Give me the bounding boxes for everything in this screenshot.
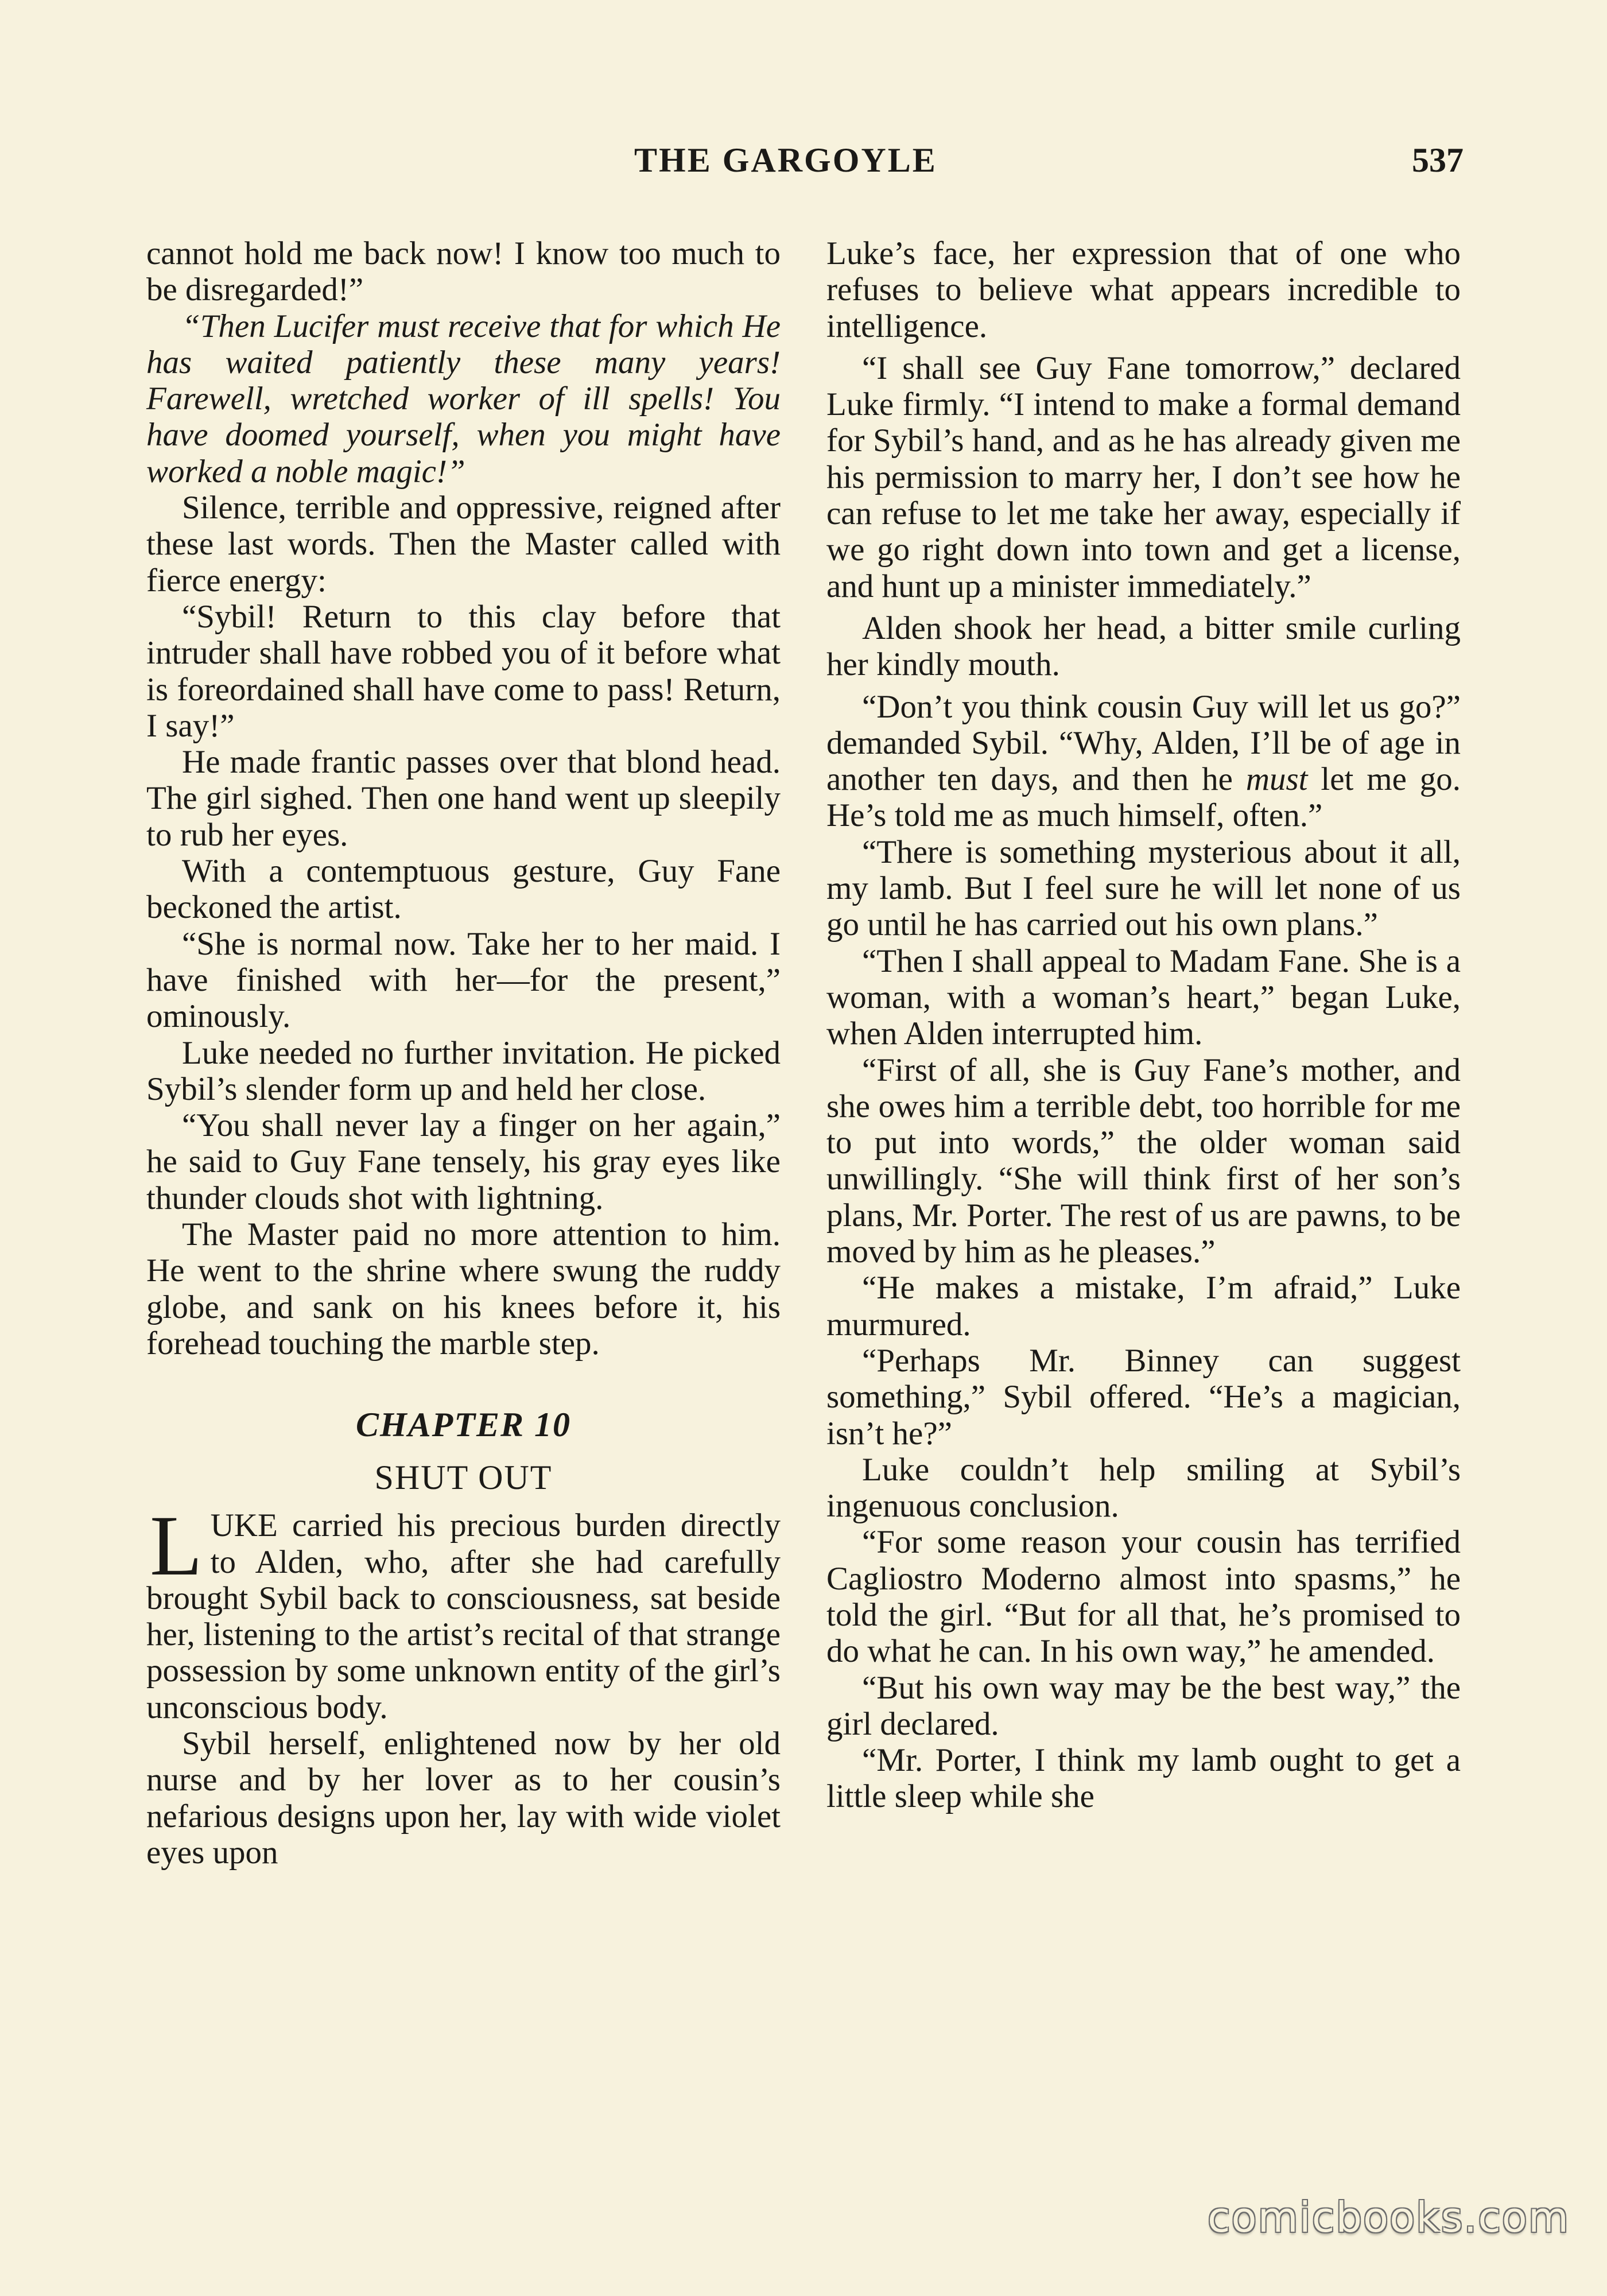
- paragraph: “But his own way may be the best way,” the girl declared.: [826, 1669, 1461, 1742]
- paragraph: Sybil herself, enlightened now by her old nurse and by her lover as to her cousin’s nefarious designs upon her, lay with wide violet eyes upon: [146, 1725, 781, 1871]
- paragraph: “Sybil! Return to this clay before that intruder shall have robbed you of it before what is foreordained shall have come to pass! Return, I say!”: [146, 598, 781, 744]
- paragraph: Silence, terrible and oppressive, reigned after these last words. Then the Master called with fierce energy:: [146, 490, 781, 599]
- right-column: [826, 235, 1461, 1815]
- running-title: THE GARGOYLE: [634, 141, 937, 179]
- paragraph: “Then I shall appeal to Madam Fane. She is a woman, with a woman’s heart,” began Luke, when Alden interrupted him.: [826, 943, 1461, 1052]
- paragraph: Luke couldn’t help smiling at Sybil’s ingenuous conclusion.: [826, 1451, 1461, 1525]
- paragraph: “You shall never lay a finger on her again,” he said to Guy Fane tensely, his gray eyes like thunder clouds shot with lightning.: [146, 1107, 781, 1216]
- page-number: 537: [1412, 141, 1464, 179]
- paragraph: “He makes a mistake, I’m afraid,” Luke murmured.: [826, 1270, 1461, 1343]
- chapter-number: CHAPTER 10: [355, 1406, 572, 1444]
- watermark: comicbooks.com: [1207, 2193, 1570, 2241]
- left-column: [146, 235, 781, 1871]
- paragraph: cannot hold me back now! I know too much to be disregarded!”: [146, 235, 781, 308]
- paragraph-text: carried his precious burden directly to Alden, who, after she had carefully brought Sybil back to consciousness, sat beside her, listening to the artist’s recital of that strange possession by some unknown entity of the girl’s unconscious body.: [146, 1507, 781, 1725]
- page-header: [143, 141, 1464, 187]
- paragraph: “First of all, she is Guy Fane’s mother, and she owes him a terrible debt, too horrible for me to put into words,” the older woman said unwillingly. “She will think first of her son’s plans, Mr. Porter. The rest of us are pawns, to be moved by him as he pleases.”: [826, 1052, 1461, 1270]
- drop-cap-continuation: UKE: [210, 1507, 278, 1544]
- paragraph: “Perhaps Mr. Binney can suggest something,” Sybil offered. “He’s a magician, isn’t he?”: [826, 1342, 1461, 1452]
- emphasis: must: [1245, 761, 1308, 798]
- paragraph: “I shall see Guy Fane tomorrow,” declared Luke firmly. “I intend to make a formal demand for Sybil’s hand, and as he has already given me his permission to marry her, I don’t see how he can refuse to let me take her away, especially if we go right down into town and get a license, and hunt up a minister immediately.”: [826, 350, 1461, 604]
- paragraph-text: let me go. He’s told me as much himself, often.”: [826, 761, 1461, 834]
- paragraph: Alden shook her head, a bitter smile curling her kindly mouth.: [826, 610, 1461, 683]
- chapter-title: SHUT OUT: [374, 1459, 553, 1497]
- paragraph: He made frantic passes over that blond head. The girl sighed. Then one hand went up sleepily to rub her eyes.: [146, 744, 781, 853]
- paragraph: Luke’s face, her expression that of one who refuses to believe what appears incredible to intelligence.: [826, 235, 1461, 344]
- drop-cap: L: [150, 1498, 203, 1594]
- paragraph: “Then Lucifer must receive that for which He has waited patiently these many years! Farewell, wretched worker of ill spells! You have doomed yourself, when you might have worked a noble magic!”: [146, 308, 781, 490]
- paragraph: The Master paid no more attention to him. He went to the shrine where swung the ruddy globe, and sank on his knees before it, his forehead touching the marble step.: [146, 1216, 781, 1362]
- paragraph: With a contemptuous gesture, Guy Fane beckoned the artist.: [146, 853, 781, 926]
- paragraph-text: “Don’t you think cousin Guy will let us go?” demanded Sybil. “Why, Alden, I’ll be of age in another ten days, and then he: [826, 688, 1461, 798]
- paragraph: “For some reason your cousin has terrified Cagliostro Moderno almost into spasms,” he told the girl. “But for all that, he’s promised to do what he can. In his own way,” he amended.: [826, 1524, 1461, 1670]
- paragraph: “There is something mysterious about it all, my lamb. But I feel sure he will let none of us go until he has carried out his own plans.”: [826, 833, 1461, 943]
- paragraph: “She is normal now. Take her to her maid. I have finished with her—for the present,” ominously.: [146, 925, 781, 1035]
- paragraph: Luke needed no further invitation. He picked Sybil’s slender form up and held her close.: [146, 1034, 781, 1107]
- paragraph: [826, 689, 1461, 834]
- chapter-opening-paragraph: [146, 1498, 781, 1725]
- paragraph: “Mr. Porter, I think my lamb ought to get a little sleep while she: [826, 1742, 1461, 1815]
